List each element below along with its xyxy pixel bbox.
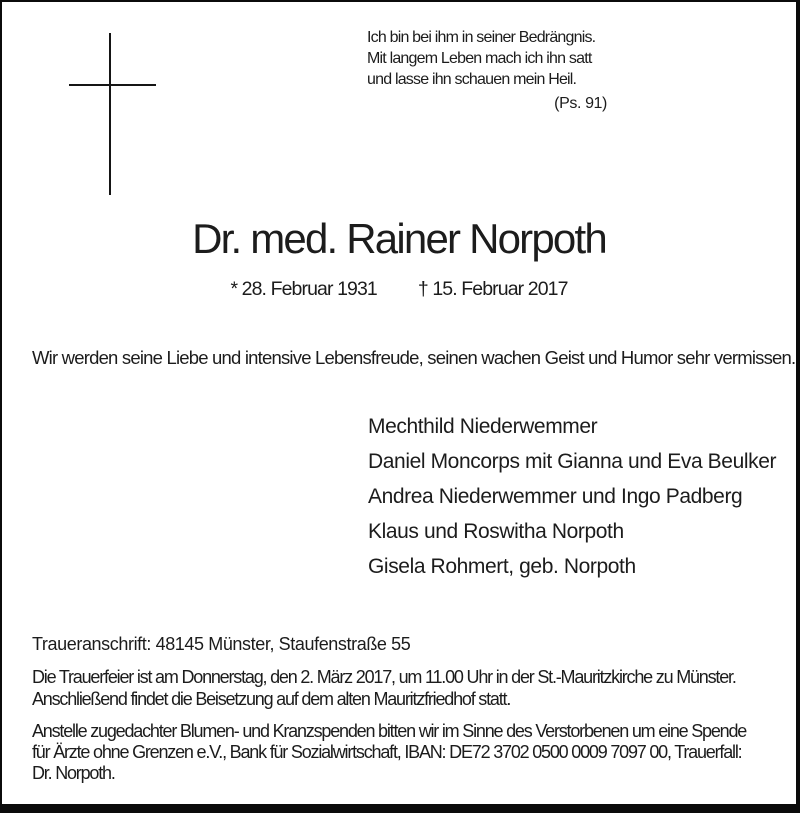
birth-date: * 28. Februar 1931 xyxy=(230,278,377,300)
psalm-line-2: Mit langem Leben mach ich ihn satt xyxy=(367,50,592,67)
donation-line-2: für Ärzte ohne Grenzen e.V., Bank für Sozialwirtschaft, IBAN: DE72 3702 0500 0009 7097 00, Trauerfall: xyxy=(32,742,742,762)
condolence-address: Traueranschrift: 48145 Münster, Staufenstraße 55 xyxy=(32,634,411,654)
mourner-name: Gisela Rohmert, geb. Norpoth xyxy=(368,555,636,578)
donation-line-1: Anstelle zugedachter Blumen- und Kranzspenden bitten wir im Sinne des Verstorbenen um eine Spende xyxy=(32,721,747,741)
cross-horizontal-bar xyxy=(69,84,156,86)
cross-vertical-bar xyxy=(109,33,111,195)
funeral-line-1: Die Trauerfeier ist am Donnerstag, den 2. März 2017, um 11.00 Uhr in der St.-Mauritzkirche zu Münster. xyxy=(32,667,736,687)
mourner-name: Andrea Niederwemmer und Ingo Padberg xyxy=(368,485,743,508)
death-date: † 15. Februar 2017 xyxy=(417,278,568,300)
obituary-page xyxy=(2,2,796,804)
psalm-line-3: und lasse ihn schauen mein Heil. xyxy=(367,71,577,88)
funeral-line-2: Anschließend findet die Beisetzung auf dem alten Mauritzfriedhof statt. xyxy=(32,689,511,709)
psalm-quote xyxy=(367,27,607,114)
mourner-name: Mechthild Niederwemmer xyxy=(368,415,598,438)
deceased-name: Dr. med. Rainer Norpoth xyxy=(192,215,606,262)
psalm-line-1: Ich bin bei ihm in seiner Bedrängnis. xyxy=(367,29,596,46)
donation-line-3: Dr. Norpoth. xyxy=(32,763,115,783)
mourners-list xyxy=(368,409,776,584)
funeral-info xyxy=(32,666,736,710)
mourner-name: Daniel Moncorps mit Gianna und Eva Beulker xyxy=(368,450,777,473)
psalm-source: (Ps. 91) xyxy=(554,95,607,112)
mourner-name: Klaus und Roswitha Norpoth xyxy=(368,520,624,543)
tribute-line: Wir werden seine Liebe und intensive Lebensfreude, seinen wachen Geist und Humor sehr vermissen. xyxy=(32,347,796,368)
life-dates xyxy=(2,278,796,301)
donation-info xyxy=(32,721,746,784)
